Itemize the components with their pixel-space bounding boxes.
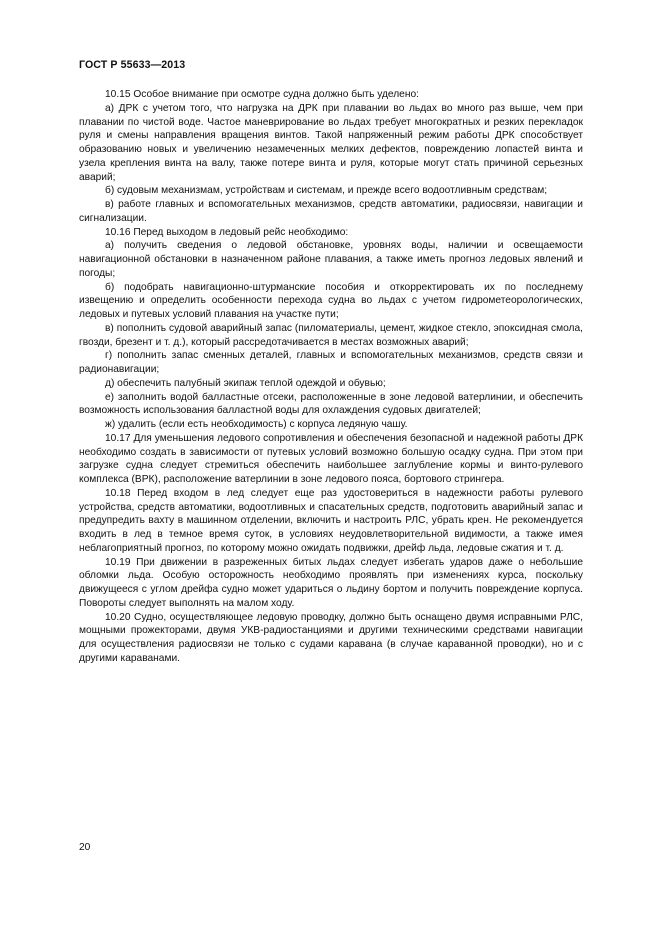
section-10-18: 10.18 Перед входом в лед следует еще раз удостовериться в надежности работы рулевого устройства, средств автоматики, водоотливных и спасательных средств, подготовить аварийный запас и предупредить вахту в машинном отделении, включить и настроить РЛС, убрать крен. Не рекомендуется входить в лед в темное время суток, в условиях неудовлетворительной видимости, а также имея неблагоприятный прогноз, по которому можно ожидать подвижки, дрейф льда, ледовые сжатия и т. д. <box>79 487 583 554</box>
list-item-d: д) обеспечить палубный экипаж теплой одеждой и обувью; <box>105 377 386 389</box>
list-item-g: г) пополнить запас сменных деталей, главных и вспомогательных механизмов, средств связи и радионавигации; <box>79 350 583 375</box>
list-item-b: б) судовым механизмам, устройствам и системам, и прежде всего водоотливным средствам; <box>105 185 548 197</box>
section-10-17: 10.17 Для уменьшения ледового сопротивления и обеспечения безопасной и надежной работы ДРК необходимо создать в зависимости от путевых условий возможно большую осадку судна. При этом при загрузке судна следует стремиться обеспечить наибольшее заглубление кормы и винто-рулевого комплекса (ВРК), расположение ватерлинии в зоне ледового пояса, бортового стрингера. <box>79 432 583 485</box>
section-heading-10-16: 10.16 Перед выходом в ледовый рейс необходимо: <box>105 226 349 238</box>
section-heading-10-15: 10.15 Особое внимание при осмотре судна должно быть уделено: <box>105 89 419 100</box>
section-10-20: 10.20 Судно, осуществляющее ледовую проводку, должно быть оснащено двумя исправными РЛС, мощными прожекторами, двумя УКВ-радиостанциями и другими техническими средствами навигации для осуществления радиосвязи не только с судами каравана (в случае караванной проводки), но и с другими караванами. <box>79 611 583 664</box>
document-body <box>79 88 583 666</box>
list-item-v: в) работе главных и вспомогательных механизмов, средств автоматики, радиосвязи, навигации и сигнализации. <box>79 199 583 224</box>
section-10-19: 10.19 При движении в разреженных битых льдах следует избегать ударов даже о небольшие обломки льда. Особую осторожность необходимо проявлять при изменениях курса, поскольку движущееся с углом дрейфа судно может удариться о льдину бортом и получить повреждение корпуса. Повороты следует выполнять на малом ходу. <box>79 556 583 609</box>
list-item-a: а) ДРК с учетом того, что нагрузка на ДРК при плавании во льдах во много раз выше, чем при плавании по чистой воде. Частое маневрирование во льдах требует многократных и резких перекладок руля и смены направления вращения винтов. Такой напряженный режим работы ДРК способствует образованию новых и увеличению незамеченных мелких дефектов, повреждению лопастей винта и узела крепления винта на валу, также потере винта и руля, которые могут стать причиной серьезных аварий; <box>79 102 583 183</box>
list-item-v: в) пополнить судовой аварийный запас (пиломатериалы, цемент, жидкое стекло, эпоксидная смола, гвозди, брезент и т. д.), который рассредотачивается в местах возможных аварий; <box>79 322 583 348</box>
page-number: 20 <box>79 842 91 853</box>
list-item-b: б) подобрать навигационно-штурманские пособия и откорректировать их по последнему извещению и определить особенности перехода судна во льдах с учетом гидрометеорологических, ледовых и путевых условий плавания на участке пути; <box>79 281 583 320</box>
list-item-e: е) заполнить водой балластные отсеки, расположенные в зоне ледовой ватерлинии, и обеспечить возможность использования балластной воды для охлаждения судовых двигателей; <box>79 391 583 417</box>
list-item-a: а) получить сведения о ледовой обстановке, уровнях воды, наличии и освещаемости навигационной обстановки в назначенном районе плавания, а также иметь прогноз ледовых явлений и погоды; <box>79 240 583 279</box>
document-header: ГОСТ Р 55633—2013 <box>79 59 186 71</box>
list-item-zh: ж) удалить (если есть необходимость) с корпуса ледяную чашу. <box>105 419 408 430</box>
